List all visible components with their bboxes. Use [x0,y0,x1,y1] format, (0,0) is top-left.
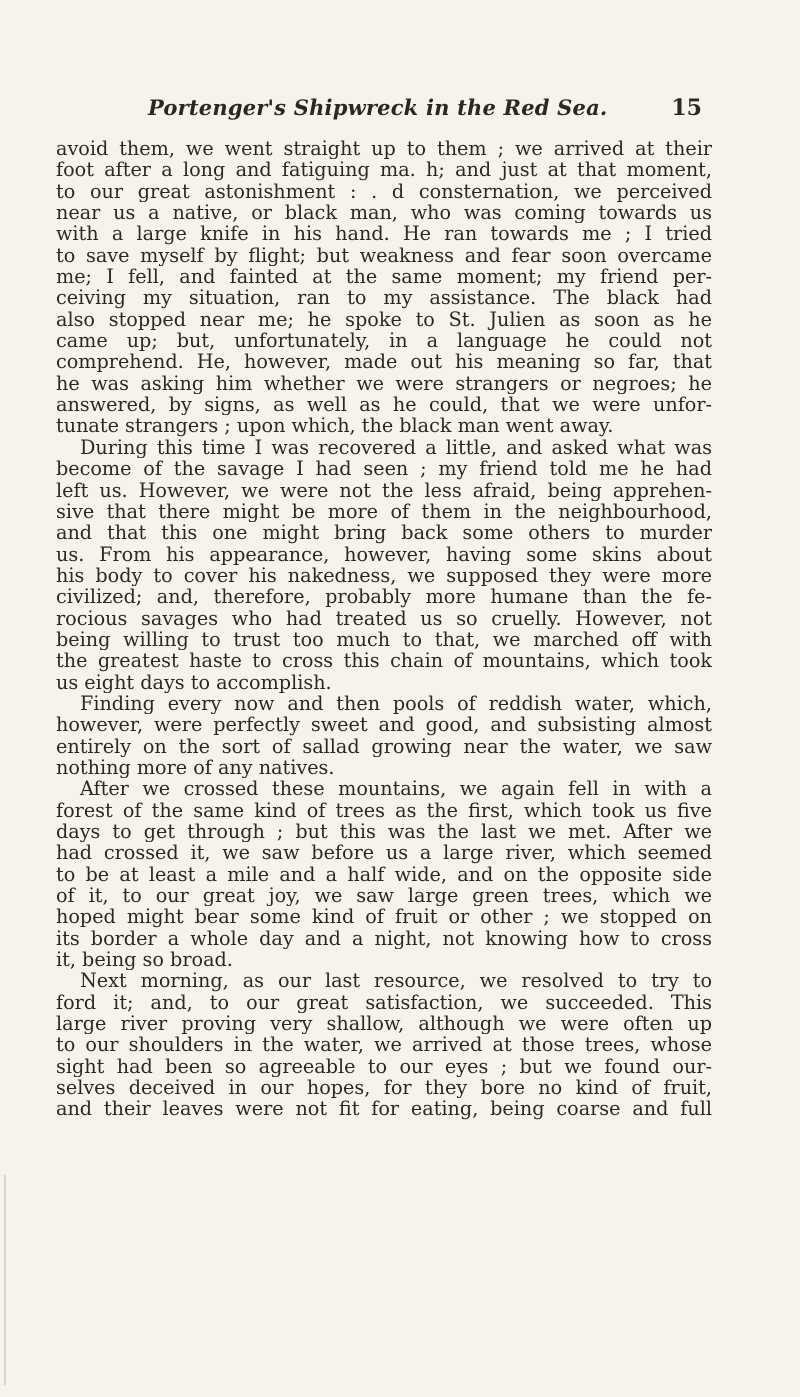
text-line: comprehend. He, however, made out his meaning so far, that [56,351,712,373]
text-line: ceiving my situation, ran to my assistance. The black had [56,287,712,309]
text-line: tunate strangers ; upon which, the black man went away. [56,415,614,437]
text-line: ford it; and, to our great satisfaction, we succeeded. This [56,991,712,1014]
text-line: of it, to our great joy, we saw large green trees, which we [56,885,712,907]
text-line: being willing to trust too much to that, we marched off with [56,628,712,651]
text-line: to save myself by flight; but weakness and fear soon overcame [56,244,712,267]
text-line: Next morning, as our last resource, we resolved to try to [80,970,712,992]
text-line: nothing more of any natives. [56,756,335,779]
text-line: it, being so broad. [56,949,233,971]
text-line: rocious savages who had treated us so cruelly. However, not [56,607,712,629]
text-line: forest of the same kind of trees as the first, which took us five [56,799,712,821]
text-line: us. From his appearance, however, having some skins about [56,543,712,565]
text-line: near us a native, or black man, who was coming towards us [56,202,712,224]
text-line: civilized; and, therefore, probably more humane than the fe- [56,586,712,608]
body-text [56,138,712,1120]
text-line: left us. However, we were not the less afraid, being apprehen- [56,479,712,501]
text-line: however, were perfectly sweet and good, and subsisting almost [56,714,712,736]
text-line: to be at least a mile and a half wide, and on the opposite side [56,863,712,886]
text-line: sight had been so agreeable to our eyes ; but we found our- [56,1055,712,1078]
text-line: his body to cover his nakedness, we supposed they were more [56,564,712,587]
text-line: the greatest haste to cross this chain of mountains, which took [56,650,712,672]
text-line: answered, by signs, as well as he could, that we were unfor- [56,394,712,416]
text-line: become of the savage I had seen ; my friend told me he had [56,458,712,480]
text-line: to our great astonishment : . d consternation, we perceived [56,180,712,203]
text-line: to our shoulders in the water, we arrived at those trees, whose [56,1034,712,1056]
text-line: hoped might bear some kind of fruit or other ; we stopped on [56,906,712,928]
text-line: days to get through ; but this was the last we met. After we [56,821,712,843]
text-line: During this time I was recovered a little, and asked what was [80,436,712,459]
text-line: and that this one might bring back some others to murder [56,522,712,544]
running-title: Portenger's Shipwreck in the Red Sea. [148,95,608,120]
page-header [148,95,708,135]
text-line: us eight days to accomplish. [56,671,332,693]
text-line: selves deceived in our hopes, for they bore no kind of fruit, [56,1077,712,1099]
text-line: Finding every now and then pools of reddish water, which, [80,692,712,715]
text-line: foot after a long and fatiguing ma. h; and just at that moment, [56,159,712,181]
page-edge-shadow [4,1175,6,1385]
text-line: me; I fell, and fainted at the same moment; my friend per- [56,266,712,288]
text-line: and their leaves were not fit for eating, being coarse and full [56,1098,712,1120]
text-line: large river proving very shallow, although we were often up [56,1013,712,1035]
text-line: its border a whole day and a night, not knowing how to cross [56,927,712,950]
text-line: sive that there might be more of them in the neighbourhood, [56,500,712,523]
text-line: avoid them, we went straight up to them ; we arrived at their [56,138,712,160]
text-line: had crossed it, we saw before us a large river, which seemed [56,842,712,864]
text-line: with a large knife in his hand. He ran towards me ; I tried [56,223,712,245]
text-line: After we crossed these mountains, we again fell in with a [80,778,712,800]
page-number: 15 [671,95,702,121]
text-line: came up; but, unfortunately, in a language he could not [56,330,712,352]
text-line: also stopped near me; he spoke to St. Julien as soon as he [56,308,712,331]
text-line: entirely on the sort of sallad growing near the water, we saw [56,735,712,757]
text-line: he was asking him whether we were strangers or negroes; he [56,372,712,395]
